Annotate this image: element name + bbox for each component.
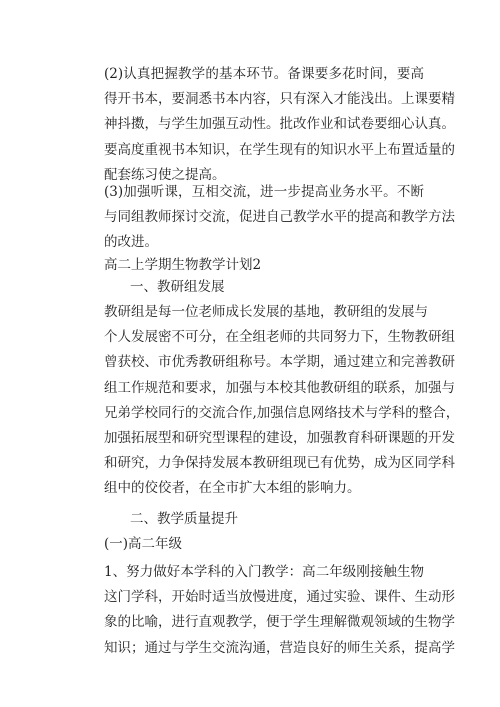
paragraph-line: (2)认真把握教学的基本环节。备课要多花时间，要高 — [104, 66, 424, 82]
paragraph-line: 得开书本，要洞悉书本内容，只有深入才能浅出。上课要精 — [104, 91, 455, 108]
paragraph-line: 组工作规范和要求，加强与本校其他教研组的联系，加强与 — [104, 379, 455, 396]
paragraph-2 — [104, 62, 455, 188]
paragraph-line: 这门学科，开始时适当放慢进度，通过实验、课件、生动形 — [104, 589, 455, 606]
paragraph-line: 1、努力做好本学科的入门教学：高二年级刚接触生物 — [104, 564, 424, 580]
item-1-body — [104, 560, 455, 661]
paragraph-line: 与同组教师探讨交流，促进自己教学水平的提高和教学方法 — [104, 209, 455, 226]
paragraph-line: 兄弟学校同行的交流合作,加强信息网络技术与学科的整合， — [104, 404, 460, 421]
paragraph-3 — [104, 180, 455, 256]
paragraph-line: 组中的佼佼者，在全市扩大本组的影响力。 — [104, 480, 361, 497]
paragraph-line: 的改进。 — [104, 234, 158, 251]
paragraph-line: 教研组是每一位老师成长发展的基地，教研组的发展与 — [104, 304, 428, 320]
paragraph-line: 曾获校、市优秀教研组称号。本学期，通过建立和完善教研 — [104, 354, 455, 371]
paragraph-line: 个人发展密不可分，在全组老师的共同努力下，生物教研组 — [104, 329, 455, 346]
paragraph-line: 象的比喻，进行直观教学，便于学生理解微观领域的生物学 — [104, 614, 455, 631]
subsection-heading: (一)高二年级 — [104, 536, 183, 552]
paragraph-line: 配套练习使之提高。 — [104, 166, 226, 183]
section-heading: 二、教学质量提升 — [130, 511, 238, 527]
section-heading: 一、教研组发展 — [130, 279, 225, 295]
paragraph-line: 要高度重视书本知识，在学生现有的知识水平上布置适量的 — [104, 141, 455, 158]
paragraph-line: 知识；通过与学生交流沟通，营造良好的师生关系，提高学 — [104, 639, 455, 656]
paragraph-line: (3)加强听课，互相交流，进一步提高业务水平。不断 — [104, 184, 424, 200]
paragraph-line: 和研究，力争保持发展本教研组现已有优势，成为区同学科 — [104, 455, 455, 472]
document-title: 高二上学期生物教学计划2 — [104, 257, 262, 273]
paragraph-line: 加强拓展型和研究型课程的建设，加强教育科研课题的开发 — [104, 429, 455, 446]
paragraph-line: 神抖擞，与学生加强互动性。批改作业和试卷要细心认真。 — [104, 116, 455, 133]
section-1-body — [104, 300, 460, 502]
